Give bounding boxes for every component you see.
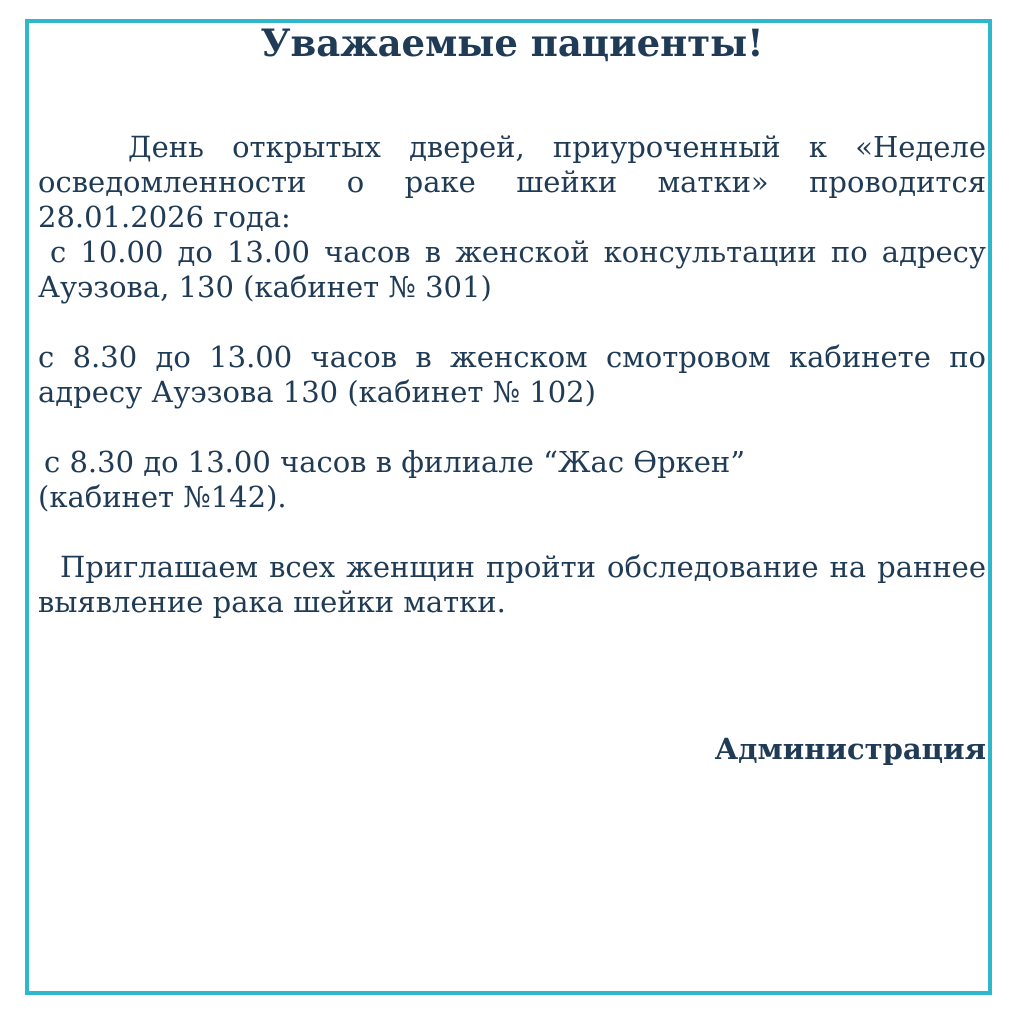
signature: Администрация bbox=[714, 732, 986, 766]
spacer bbox=[38, 410, 986, 445]
schedule-item-consultation: с 10.00 до 13.00 часов в женской консультации по адресу Ауэзова, 130 (кабинет № 301) bbox=[38, 235, 986, 304]
invitation-paragraph: Приглашаем всех женщин пройти обследование на раннее выявление рака шейки матки. bbox=[38, 550, 986, 619]
schedule-item-branch-line1: с 8.30 до 13.00 часов в филиале “Жас Өркен” bbox=[44, 445, 746, 479]
spacer bbox=[38, 305, 986, 340]
intro-paragraph: День открытых дверей, приуроченный к «Неделе осведомленности о раке шейки матки» проводится 28.01.2026 года: bbox=[38, 130, 986, 234]
spacer bbox=[38, 515, 986, 550]
notice-content bbox=[38, 20, 986, 767]
schedule-item-exam-room: с 8.30 до 13.00 часов в женском смотровом кабинете по адресу Ауэзова 130 (кабинет № 102) bbox=[38, 340, 986, 409]
schedule-item-branch-line2: (кабинет №142). bbox=[38, 480, 287, 514]
notice-title: Уважаемые пациенты! bbox=[260, 21, 764, 65]
